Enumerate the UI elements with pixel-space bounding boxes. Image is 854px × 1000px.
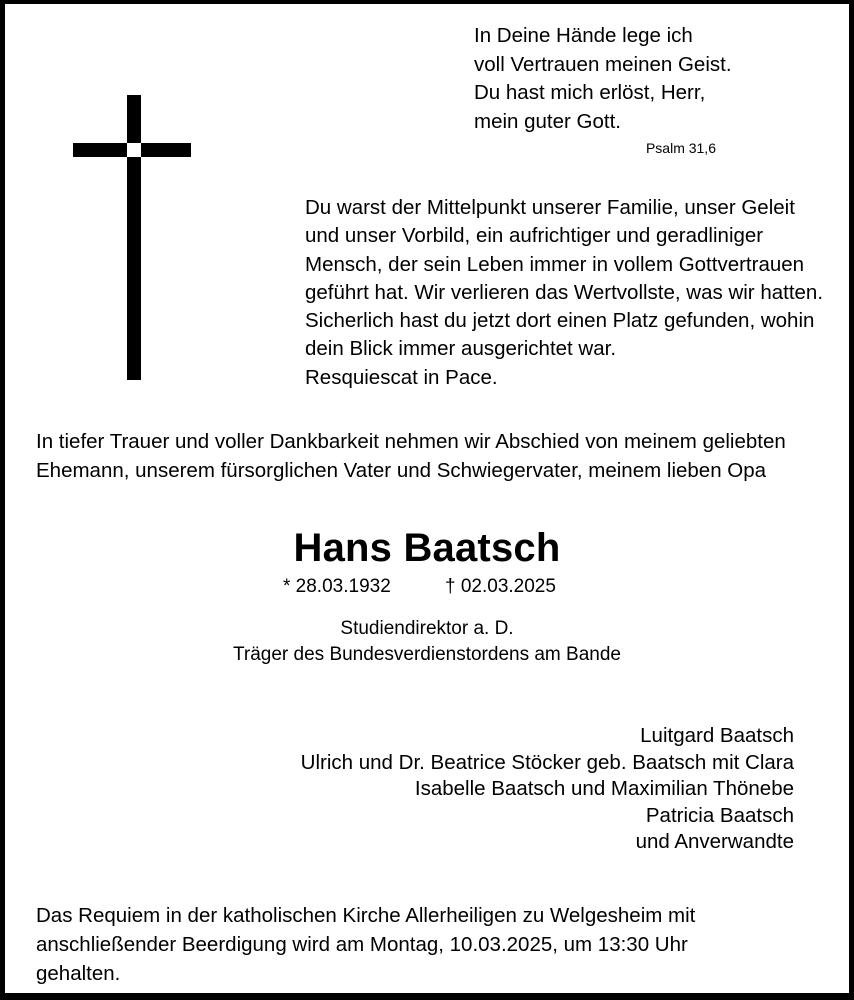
- psalm-line: In Deine Hände lege ich: [474, 24, 693, 47]
- psalm-quote-block: [474, 22, 804, 158]
- notice-content-area: [5, 4, 849, 993]
- verse-line: Sicherlich hast du jetzt dort einen Platz gefunden, wohin: [305, 309, 815, 333]
- psalm-line: Du hast mich erlöst, Herr,: [474, 81, 706, 104]
- survivor-line: Luitgard Baatsch: [640, 724, 794, 747]
- funeral-line: gehalten.: [36, 962, 121, 985]
- funeral-line: anschließender Beerdigung wird am Montag, 10.03.2025, um 13:30 Uhr: [36, 933, 688, 956]
- deceased-titles: [5, 616, 849, 668]
- cross-vertical-bar: [127, 95, 141, 380]
- funeral-details-block: [36, 901, 826, 988]
- mourning-intro-block: [36, 427, 826, 485]
- christian-cross-icon: [73, 95, 191, 380]
- title-line: Träger des Bundesverdienstordens am Bande: [233, 644, 621, 665]
- cross-center-gap: [127, 143, 141, 157]
- survivor-line: Patricia Baatsch: [645, 803, 794, 827]
- psalm-line: voll Vertrauen meinen Geist.: [474, 52, 732, 76]
- survivor-line: und Anverwandte: [635, 830, 794, 853]
- memorial-verse-block: [305, 194, 835, 392]
- birth-date: * 28.03.1932: [283, 576, 391, 597]
- verse-line: Mensch, der sein Leben immer in vollem Gottvertrauen: [305, 252, 805, 276]
- survivor-line: Ulrich und Dr. Beatrice Stöcker geb. Baatsch mit Clara: [300, 750, 794, 774]
- psalm-line: mein guter Gott.: [474, 109, 621, 133]
- verse-line: dein Blick immer ausgerichtet war.: [305, 337, 617, 361]
- survivors-block: [94, 723, 794, 856]
- verse-line: geführt hat. Wir verlieren das Wertvollste, was wir hatten.: [305, 280, 824, 304]
- frame-border-right: [849, 0, 854, 1000]
- verse-line: Du warst der Mittelpunkt unserer Familie, unser Geleit: [305, 196, 795, 219]
- funeral-line: Das Requiem in der katholischen Kirche Allerheiligen zu Welgesheim mit: [36, 904, 696, 927]
- verse-line: und unser Vorbild, ein aufrichtiger und geradliniger: [305, 224, 764, 248]
- intro-line: Ehemann, unserem fürsorglichen Vater und Schwiegervater, meinem lieben Opa: [36, 459, 767, 482]
- title-line: Studiendirektor a. D.: [340, 618, 514, 639]
- life-dates: [5, 574, 849, 600]
- frame-border-bottom: [0, 993, 854, 1000]
- verse-line: Resquiescat in Pace.: [305, 365, 498, 389]
- survivor-line: Isabelle Baatsch und Maximilian Thönebe: [414, 777, 794, 800]
- intro-line: In tiefer Trauer und voller Dankbarkeit nehmen wir Abschied von meinem geliebten: [36, 430, 786, 453]
- psalm-source-attribution: Psalm 31,6: [645, 140, 716, 156]
- death-date: † 02.03.2025: [445, 576, 556, 597]
- deceased-name: Hans Baatsch: [293, 526, 561, 570]
